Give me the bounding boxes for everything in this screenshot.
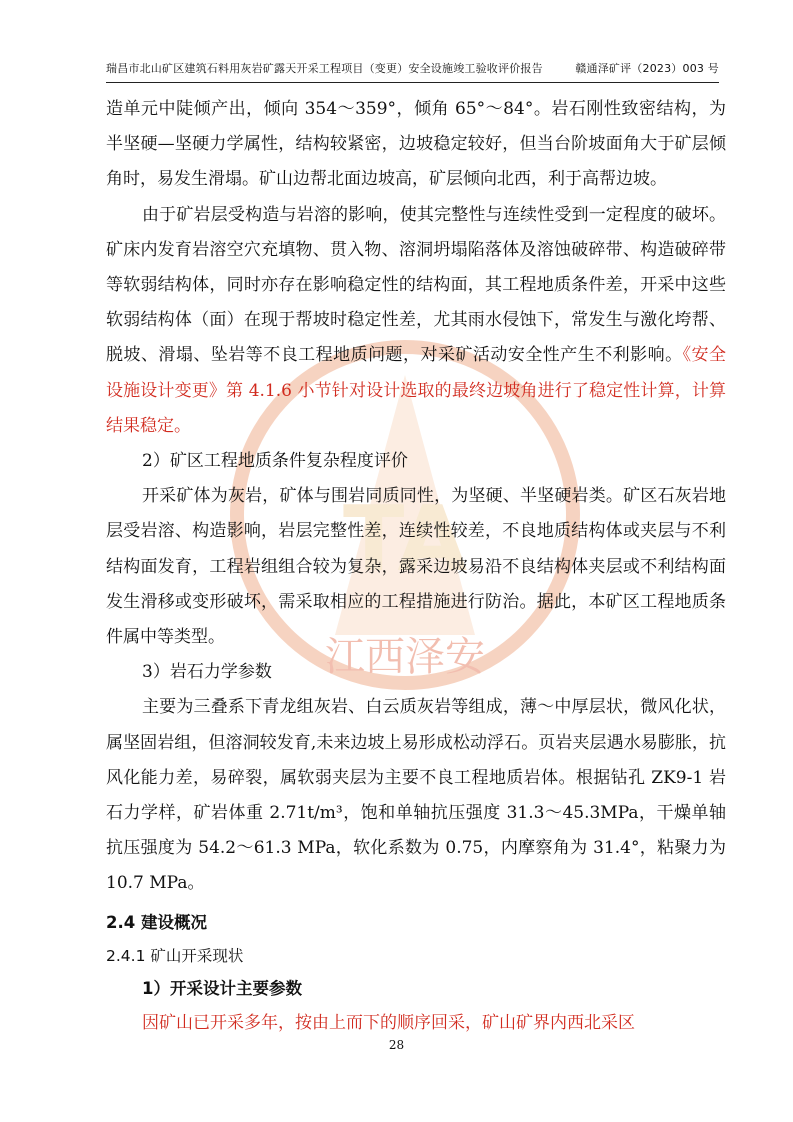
header-report-title: 瑞昌市北山矿区建筑石料用灰岩矿露天开采工程项目（变更）安全设施竣工验收评价报告 <box>106 62 543 75</box>
header-report-number: 赣通泽矿评（2023）003 号 <box>575 62 719 75</box>
paragraph-last-red: 因矿山已开采多年，按由上而下的顺序回采，矿山矿界内西北采区 <box>142 1012 635 1033</box>
paragraph-3: 开采矿体为灰岩，矿体与围岩同质同性，为坚硬、半坚硬岩类。矿区石灰岩地层受岩溶、构造影响，岩层完整性差，连续性较差，不良地质结构体或夹层与不利结构面发育，工程岩组组合较为复杂，露采边坡易沿不良结构体夹层或不利结构面发生滑移或变形破坏，需采取相应的工程措施进行防治。据此，本矿区工程地质条件属中等类型。 <box>106 486 726 648</box>
watermark-logo: TA <box>342 487 468 592</box>
paragraph-4: 主要为三叠系下青龙组灰岩、白云质灰岩等组成，薄～中厚层状，微风化状，属坚固岩组，但溶洞较发育,未来边坡上易形成松动浮石。页岩夹层遇水易膨胀，抗风化能力差，易碎裂，属软弱夹层为主要不良工程地质岩体。根据钻孔 ZK9-1 岩石力学样，矿岩体重 2.71t/m³，饱和单轴抗压强度 31.3～45.3MPa，干燥单轴抗压强度为 54.2～61.3 MPa，软化系数为 0.75，内摩察角为 31.4°，粘聚力为 10.7 MPa。 <box>106 697 726 894</box>
page-number: 28 <box>388 1038 405 1052</box>
watermark-text: 江西泽安 <box>325 634 485 680</box>
page-body <box>106 92 726 1041</box>
page-header <box>106 60 719 83</box>
item-1-heading: 1）开采设计主要参数 <box>142 978 302 998</box>
paragraph-2-text: 由于矿岩层受构造与岩溶的影响，使其完整性与连续性受到一定程度的破坏。矿床内发育岩溶空穴充填物、贯入物、溶洞坍塌陷落体及溶蚀破碎带、构造破碎带等软弱结构体，同时亦存在影响稳定性的结构面，其工程地质条件差，开采中这些软弱结构体（面）在现于帮坡时稳定性差，尤其雨水侵蚀下，常发生与激化垮帮、脱坡、滑塌、坠岩等不良工程地质问题，对采矿活动安全性产生不利影响。 <box>106 204 726 366</box>
paragraph-2 <box>106 198 726 444</box>
paragraph-1: 造单元中陡倾产出，倾向 354～359°，倾角 65°～84°。岩石刚性致密结构，为半坚硬—坚硬力学属性，结构较紧密，边坡稳定较好，但当台阶坡面角大于矿层倾角时，易发生滑塌。矿山边帮北面边坡高，矿层倾向北西，利于高帮边坡。 <box>106 99 726 190</box>
section-heading: 2.4 建设概况 <box>106 912 207 932</box>
item-2-heading: 2）矿区工程地质条件复杂程度评价 <box>142 451 408 472</box>
item-3-heading: 3）岩石力学参数 <box>142 662 272 683</box>
subsection-heading: 2.4.1 矿山开采现状 <box>106 946 244 965</box>
paragraph-2-red-text: 《安全设施设计变更》第 4.1.6 小节针对设计选取的最终边坡角进行了稳定性计算，计算结果稳定。 <box>106 345 727 436</box>
